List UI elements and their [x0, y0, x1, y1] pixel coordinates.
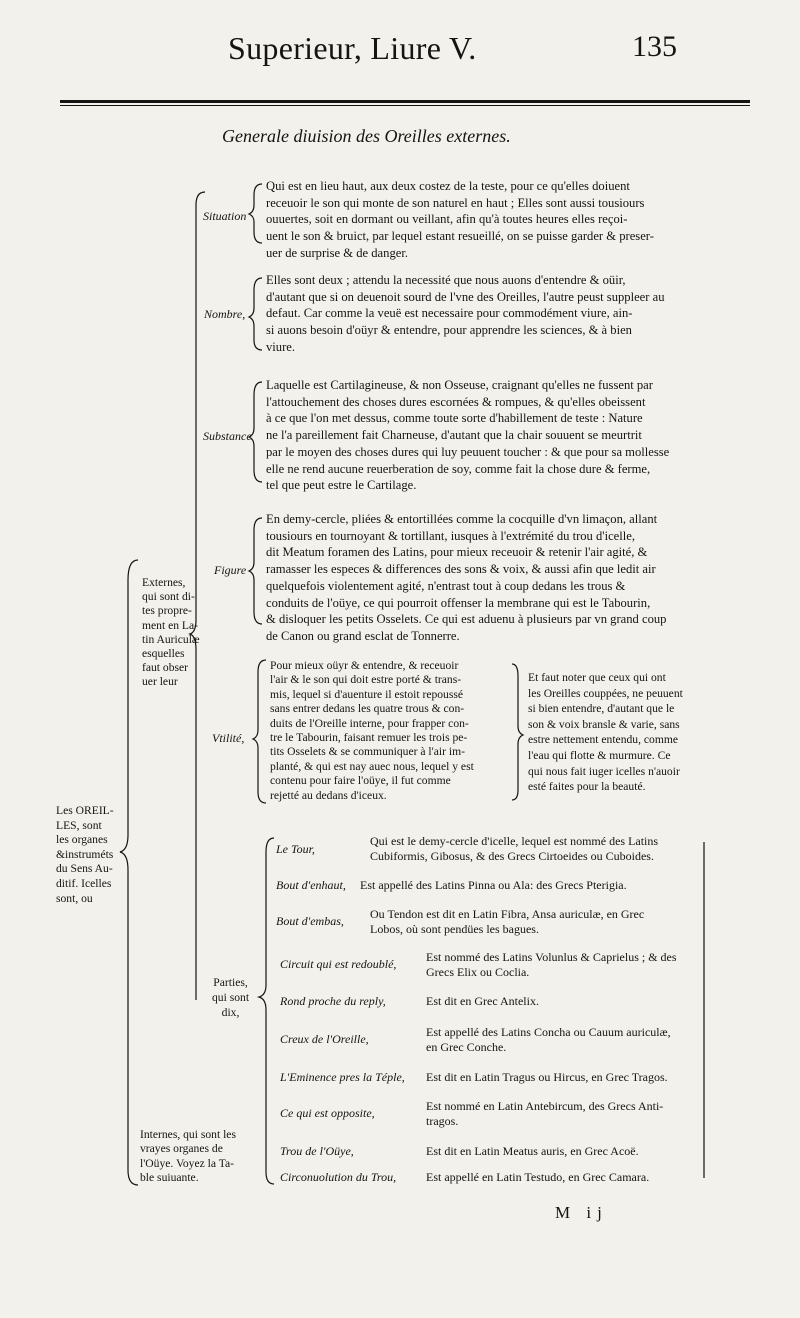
substance-text: Laquelle est Cartilagineuse, & non Osseuse, craignant qu'elles ne fussent par l'attouchement des choses dures escornées & rompues, & qu'elles obeissent à ce que l'on met dessus, comme toute sorte d'habillement de teste : Nature ne l'a pareillement fait Charneuse, d'autant que la chair souuent se meurtrit par le moyen des choses dures qui luy peuuent toucher : & que pour sa mollesse elle ne rend aucune reuerberation de soy, comme fait la chose dure & ferme, tel que peut estre le Cartilage.	[266, 378, 670, 493]
part-label-opposite: Ce qui est opposite,	[280, 1106, 375, 1120]
internes-text: Internes, qui sont les vrayes organes de l'Oüye. Voyez la Ta- ble suiuante.	[140, 1128, 236, 1185]
section-title: Generale diuision des Oreilles externes.	[222, 126, 511, 146]
part-text-eminence: Est dit en Latin Tragus ou Hircus, en Grec Tragos.	[426, 1070, 668, 1084]
les-oreilles-text: Les OREIL- LES, sont les organes &instruméts du Sens Au- ditif. Icelles sont, ou	[56, 804, 114, 905]
part-text-creux: Est appellé des Latins Concha ou Cauum auriculæ, en Grec Conche.	[426, 1025, 671, 1054]
part-text-circonuolution: Est appellé en Latin Testudo, en Grec Camara.	[426, 1170, 650, 1184]
part-label-trou: Trou de l'Oüye,	[280, 1144, 354, 1158]
part-text-tour: Qui est le demy-cercle d'icelle, lequel est nommé des Latins Cubiformis, Gibosus, & des Grecs Cirtoeides ou Cuboides.	[370, 834, 659, 863]
utilite-label: Vtilité,	[212, 731, 245, 745]
part-text-bout-embas: Ou Tendon est dit en Latin Fibra, Ansa auriculæ, en Grec Lobos, où sont pendües les bagues.	[370, 907, 645, 936]
page-number: 135	[632, 30, 677, 63]
running-title: Superieur, Liure V.	[228, 30, 477, 66]
part-text-opposite: Est nommé en Latin Antebircum, des Grecs Anti- tragos.	[426, 1099, 664, 1128]
part-text-trou: Est dit en Latin Meatus auris, en Grec Acoë.	[426, 1144, 639, 1158]
part-label-circuit: Circuit qui est redoublé,	[280, 957, 397, 971]
part-label-eminence: L'Eminence pres la Téple,	[280, 1070, 405, 1084]
utilite-right-text: Et faut noter que ceux qui ont les Oreilles couppées, ne peuuent si bien entendre, d'autant que le son & voix bransle & varie, sans estre nettement entendu, comme l'eau qui flotte & murmure. Ce qui nous fait iuger icelles n'auoir esté faites pour la beauté.	[528, 671, 683, 794]
figure-label: Figure	[214, 563, 247, 577]
part-label-rond: Rond proche du reply,	[280, 994, 386, 1008]
situation-text: Qui est en lieu haut, aux deux costez de la teste, pour ce qu'elles doiuent receuoir le son qui monte de son naturel en haut ; Elles sont aussi tousiours ouuertes, soit en dormant ou veillant, afin qu'à toutes heures elles reçoi- uent le son & bruict, par lequel estant resueillé, on se puisse garder & preser- uer de surprise & de danger.	[266, 179, 654, 260]
situation-label: Situation	[203, 209, 247, 223]
part-label-bout-embas: Bout d'embas,	[276, 914, 344, 928]
part-text-rond: Est dit en Grec Antelix.	[426, 994, 539, 1008]
utilite-left-text: Pour mieux oüyr & entendre, & receuoir l'air & le son qui doit estre porté & trans- mis, lequel si d'auenture il estoit repoussé sans entrer dedans les quatre trous & con- duits de l'Oreille interne, pour frapper con- tre le Tabourin, faisant remuer les trois pe- tits Osselets & se communiquer à l'air im- planté, & qui est nay auec nous, lequel y est contenu pour faire l'oüye, il fut comme rejetté au dedans d'iceux.	[270, 659, 474, 802]
nombre-label: Nombre,	[204, 307, 246, 321]
part-label-creux: Creux de l'Oreille,	[280, 1032, 369, 1046]
part-text-circuit: Est nommé des Latins Volunlus & Caprielus ; & des Grecs Elix ou Coclia.	[426, 950, 677, 979]
part-label-tour: Le Tour,	[276, 842, 315, 856]
part-label-bout-enhaut: Bout d'enhaut,	[276, 878, 346, 892]
nombre-text: Elles sont deux ; attendu la necessité que nous auons d'entendre & oüir, d'autant que si on deuenoit sourd de l'vne des Oreilles, l'autre peust suppleer au defaut. Car comme la veuë est necessaire pour commodément viure, ain- si auons besoin d'oüyr & entendre, pour apprendre les sciences, & à bien viure.	[266, 273, 665, 354]
substance-label: Substance	[203, 429, 252, 443]
part-label-circonuolution: Circonuolution du Trou,	[280, 1170, 397, 1184]
externes-text: Externes, qui sont di- tes propre- ment en La- tin Auriculæ esquelles faut obser uer leur	[142, 576, 200, 689]
signature-mark: M ij	[555, 1203, 608, 1222]
part-text-bout-enhaut: Est appellé des Latins Pinna ou Ala: des Grecs Pterigia.	[360, 878, 627, 892]
figure-text: En demy-cercle, pliées & entortillées comme la cocquille d'vn limaçon, allant tousiours en tournoyant & tortillant, iusques à l'extrémité du trou d'icelle, dit Meatum foramen des Latins, pour mieux receuoir & retenir l'air agité, & ramasser les especes & differences des sons & voix, & aussi afin que ledit air quelquefois violentement agité, n'entrast tout à coup dedans les trous & conduits de l'oüye, ce qui pourroit offenser la membrane qui est le Tabourin, & disloquer les petits Osselets. Ce qui est aduenu à plusieurs par vn grand coup de Canon ou grand esclat de Tonnerre.	[266, 512, 667, 643]
parties-text: Parties, qui sont dix,	[212, 976, 250, 1019]
